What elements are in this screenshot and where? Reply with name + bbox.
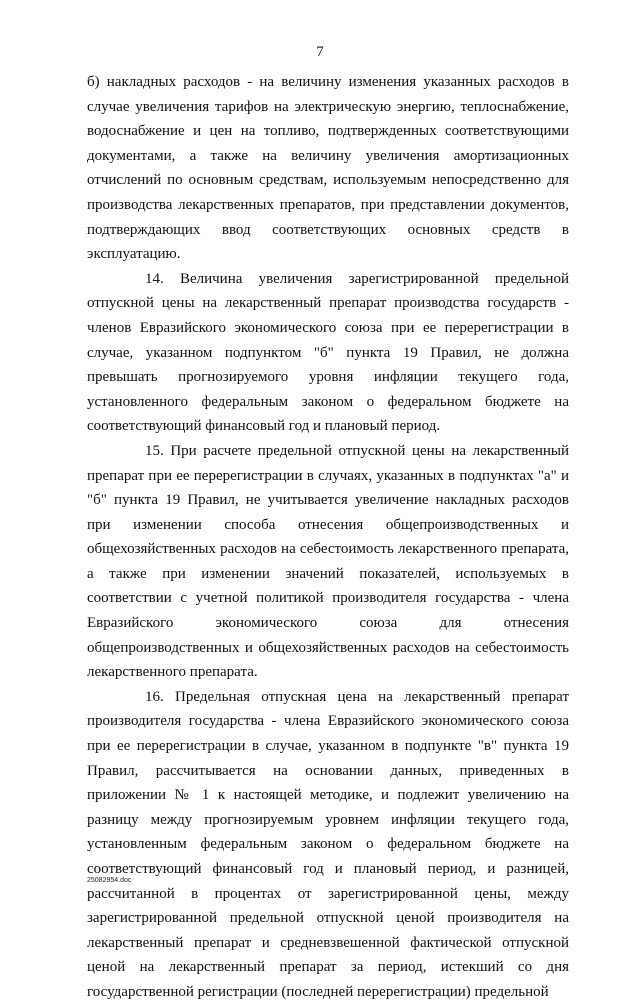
paragraph-16: 16. Предельная отпускная цена на лекарственный препарат производителя государства - члена Евразийского экономического союза при ее перерегистрации в случае, указанном в подпункте "в" пункта 19 Правил, рассчитывается на основании данных, приведенных в приложении № 1 к настоящей методике, и подлежит увеличению на разницу между прогнозируемым уровнем инфляции текущего года, установленным федеральным законом о федеральном бюджете на соответствующий финансовый год и плановый период, и разницей, рассчитанной в процентах от зарегистрированной цены, между зарегистрированной предельной отпускной ценой производителя на лекарственный препарат и средневзвешенной фактической отпускной ценой на лекарственный препарат за период, истекший со дня государственной регистрации (последней перерегистрации) предельной: [87, 688, 569, 1000]
document-body: [87, 70, 569, 1005]
paragraph-14: 14. Величина увеличения зарегистрированной предельной отпускной цены на лекарственный препарат производства государств - членов Евразийского экономического союза при ее перерегистрации в случае, указанном подпунктом "б" пункта 19 Правил, не должна превышать прогнозируемого уровня инфляции текущего года, установленного федеральным законом о федеральном бюджете на соответствующий финансовый год и плановый период.: [87, 270, 569, 435]
file-name-footer: 25082954.doc: [87, 877, 132, 884]
page-number: 7: [316, 44, 324, 60]
paragraph-15: 15. При расчете предельной отпускной цены на лекарственный препарат при ее перерегистрации в случаях, указанных в подпунктах "а" и "б" пункта 19 Правил, не учитывается увеличение накладных расходов при изменении способа отнесения общепроизводственных и общехозяйственных расходов на себестоимость лекарственного препарата, а также при изменении значений показателей, используемых в соответствии с учетной политикой производителя государства - члена Евразийского экономического союза для отнесения общепроизводственных и общехозяйственных расходов на себестоимость лекарственного препарата.: [87, 442, 569, 681]
paragraph-b-overhead: б) накладных расходов - на величину изменения указанных расходов в случае увеличения тарифов на электрическую энергию, теплоснабжение, водоснабжение и цен на топливо, подтвержденных соответствующими документами, а также на величину увеличения амортизационных отчислений по основным средствам, используемым непосредственно для производства лекарственных препаратов, при представлении документов, подтверждающих ввод соответствующих основных средств в эксплуатацию.: [87, 74, 569, 263]
